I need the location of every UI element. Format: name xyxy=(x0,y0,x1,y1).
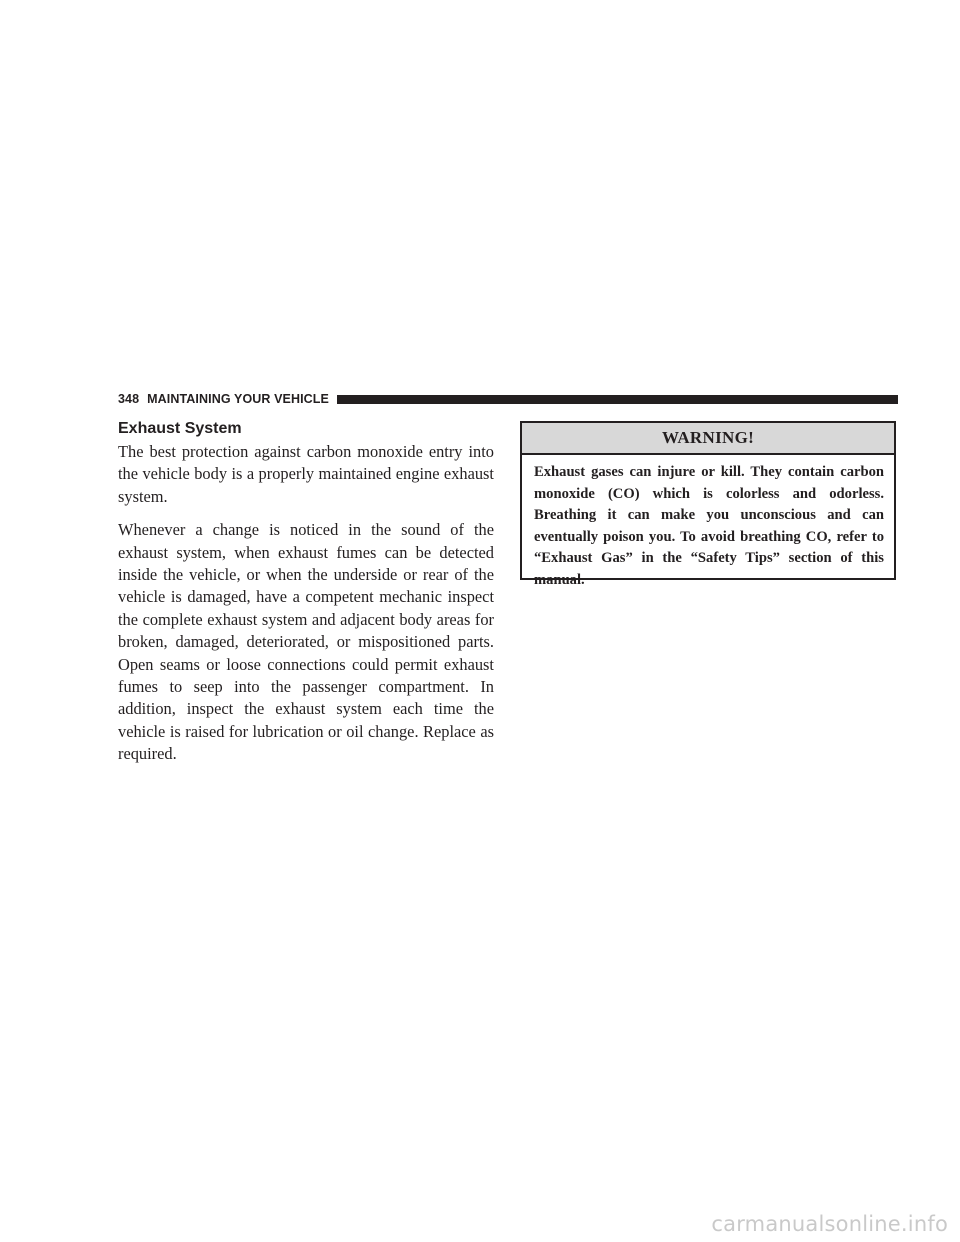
paragraph-intro: The best protection against carbon monoxide entry into the vehicle body is a properly maintained engine exhaust system. xyxy=(118,442,494,506)
warning-title: WARNING! xyxy=(661,428,755,447)
warning-text: Exhaust gases can injure or kill. They contain carbon monoxide (CO) which is colorless and odorless. Breathing it can make you unconscious and can eventually poison you. To avoid breathing CO, refer to “Exhaust Gas” in the “Safety Tips” section of this manual. xyxy=(534,464,884,588)
warning-box xyxy=(520,421,896,588)
section-heading: Exhaust System xyxy=(118,420,242,437)
header-rule xyxy=(337,395,898,404)
warning-title-bar xyxy=(522,423,894,455)
page-number: 348 xyxy=(118,392,140,406)
paragraph-inspection: Whenever a change is noticed in the sound of the exhaust system, when exhaust fumes can be detected inside the vehicle, or when the underside or rear of the vehicle is damaged, have a competent mechanic inspect the complete exhaust system and adjacent body areas for broken, damaged, deteriorated, or mispositioned parts. Open seams or loose connections could permit exhaust fumes to seep into the passenger compartment. In addition, inspect the exhaust system each time the vehicle is raised for lubrication or oil change. Replace as required. xyxy=(118,520,494,764)
chapter-title: MAINTAINING YOUR VEHICLE xyxy=(147,392,329,406)
watermark: carmanualsonline.info xyxy=(711,1212,948,1236)
running-header xyxy=(118,391,898,407)
exhaust-system-section xyxy=(118,418,494,777)
